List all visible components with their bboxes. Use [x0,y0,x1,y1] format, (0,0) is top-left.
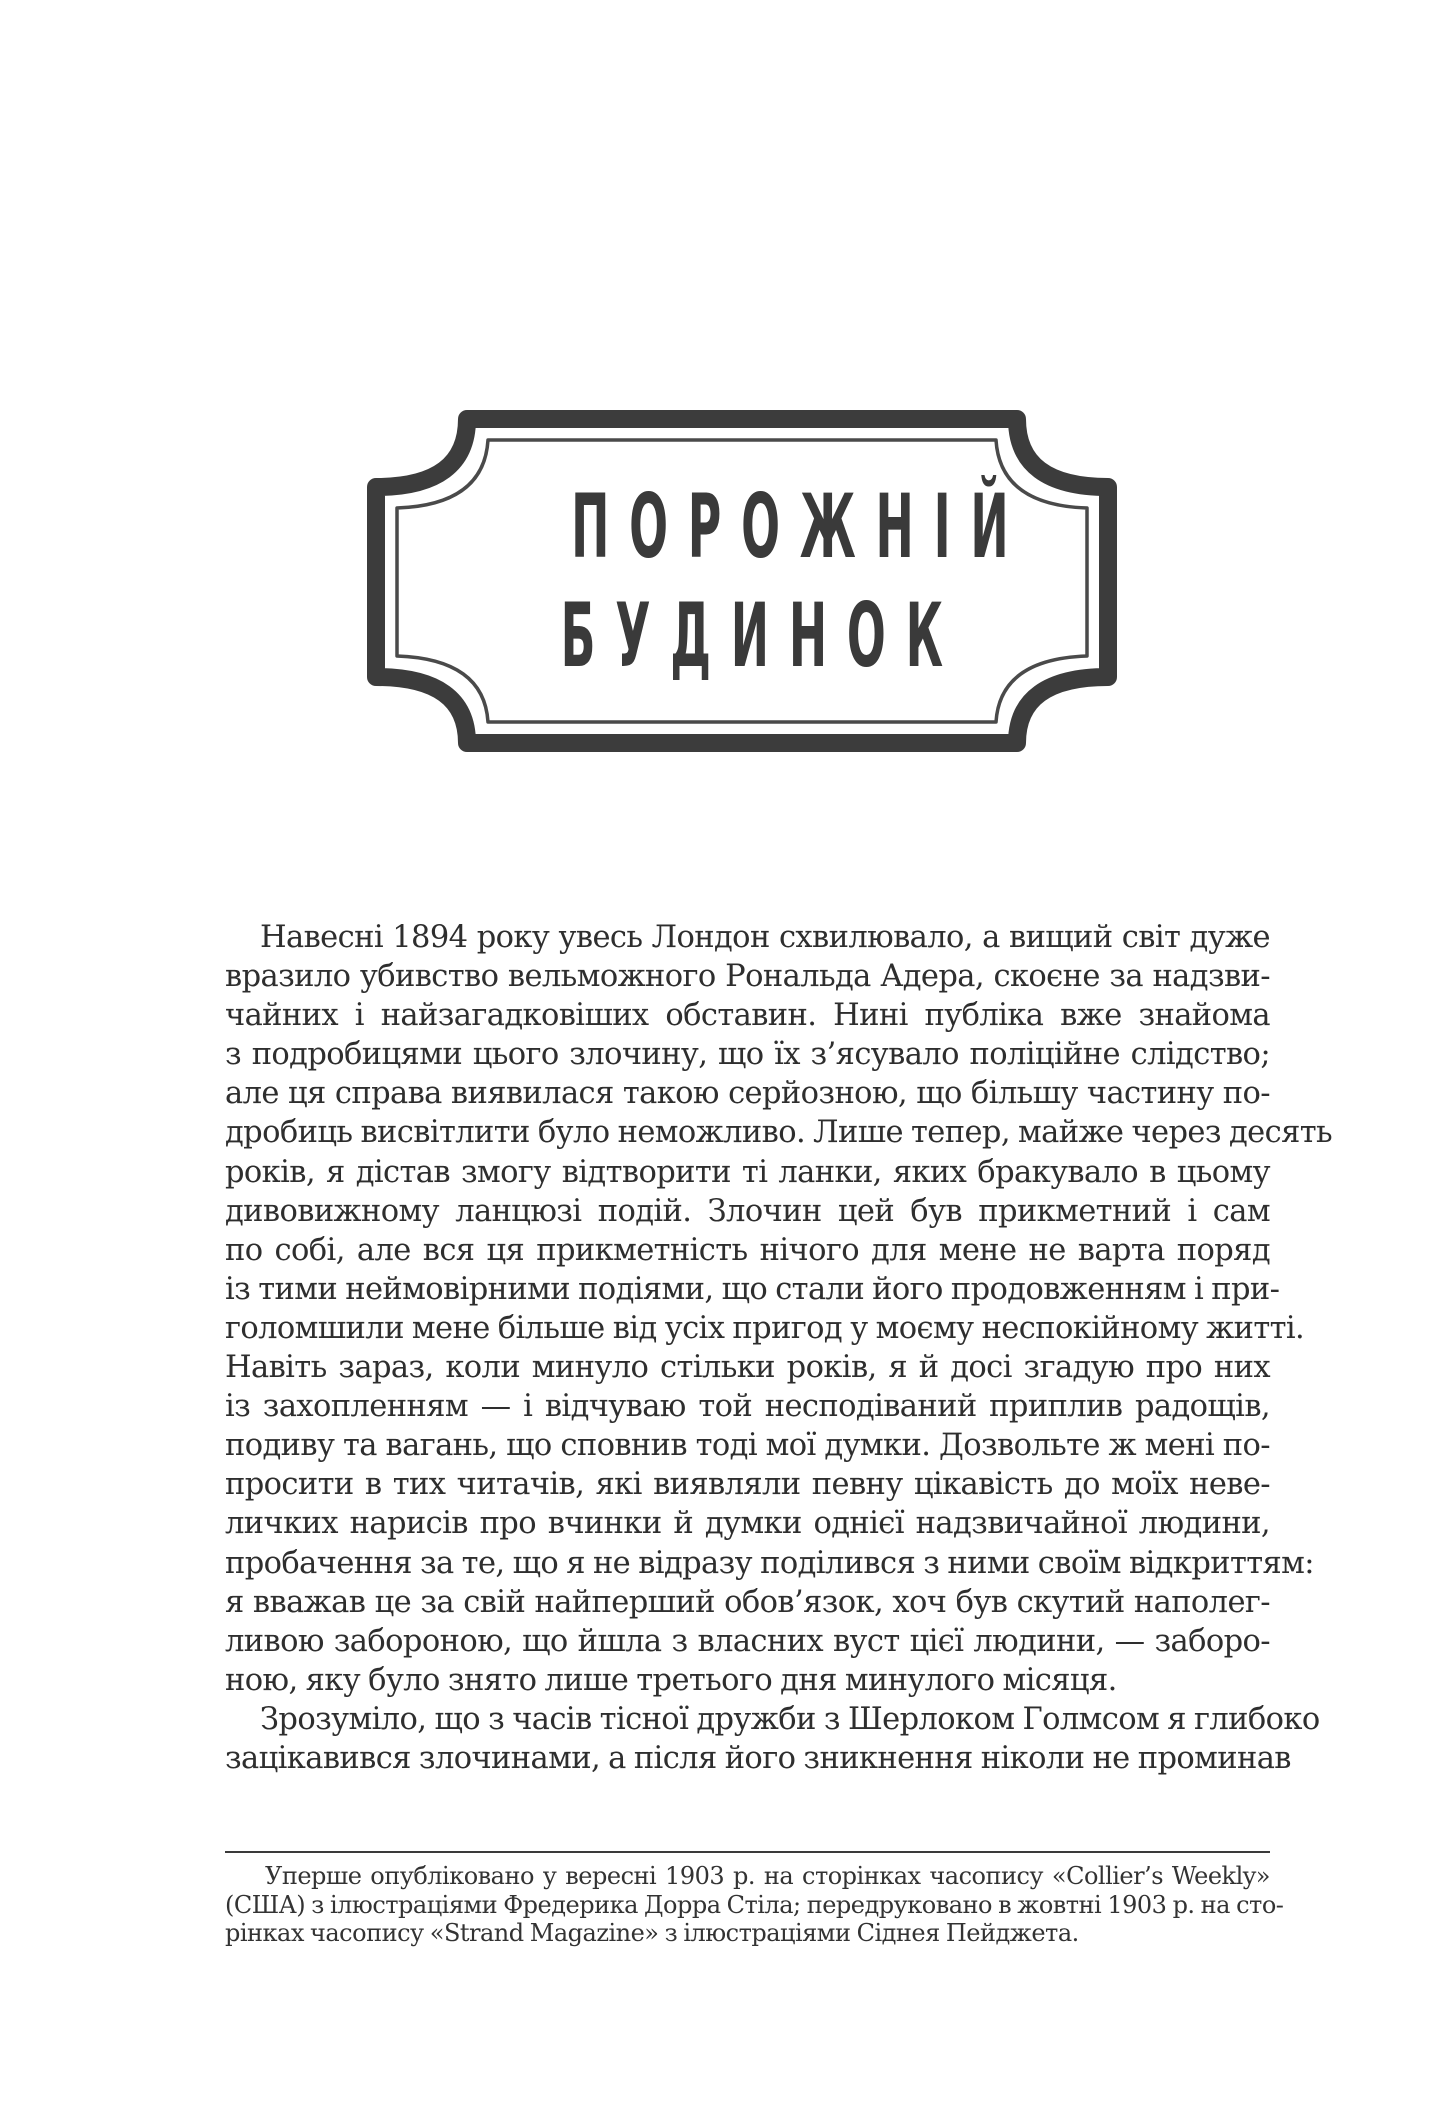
text-line: із захопленням — і відчуваю той несподіваний приплив радощів, [225,1389,1270,1425]
footnote-divider [225,1851,1270,1853]
text-line: пробачення за те, що я не відразу поділився з ними своїм відкриттям: [225,1545,1314,1581]
text-line: зацікавився злочинами, а після його зникнення ніколи не проминав [225,1740,1291,1776]
text-line: я вважав це за свій найперший обов’язок, хоч був скутий наполег- [225,1584,1270,1620]
chapter-title-line-1: ПОРОЖНІЙ [571,475,1029,578]
footnote-line: Уперше опубліковано у вересні 1903 р. на сторінках часопису «Collier’s Weekly» [265,1862,1270,1890]
text-line: по собі, але вся ця прикметність нічого для мене не варта поряд [225,1232,1270,1268]
text-line: із тими неймовірними подіями, що стали його продовженням і при- [225,1271,1280,1307]
text-line: подиву та вагань, що сповнив тоді мої думки. Дозвольте ж мені по- [225,1428,1270,1464]
footnote [225,1862,1284,1948]
text-line: ною, яку було знято лише третього дня минулого місяця. [225,1662,1117,1698]
text-line: личких нарисів про вчинки й думки однієї надзвичайної людини, [225,1506,1270,1542]
text-line: Навесні 1894 року увесь Лондон схвилювало, а вищий світ дуже [260,920,1270,955]
text-line: Зрозуміло, що з часів тісної дружби з Шерлоком Голмсом я глибоко [260,1701,1320,1737]
text-line: років, я дістав змогу відтворити ті ланки, яких бракувало в цьому [225,1154,1270,1190]
text-line: ливою забороною, що йшла з власних вуст цієї людини, — заборо- [225,1623,1270,1659]
text-line: з подробицями цього злочину, що їх з’ясувало поліційне слідство; [225,1037,1270,1073]
text-line: Навіть зараз, коли минуло стільки років, я й досі згадую про них [225,1350,1270,1386]
footnote-line: рінках часопису «Strand Magazine» з ілюстраціями Сіднея Пейджета. [225,1919,1079,1947]
text-line: дивовижному ланцюзі подій. Злочин цей був прикметний і сам [225,1193,1270,1229]
chapter-title-line-2: БУДИНОК [560,584,964,687]
chapter-title-plaque [360,403,1126,759]
text-line: чайних і найзагадковіших обставин. Нині публіка вже знайома [225,998,1270,1034]
ornamental-frame-icon [360,403,1126,759]
text-line: але ця справа виявилася такою серйозною, що більшу частину по- [225,1076,1270,1112]
text-line: просити в тих читачів, які виявляли певну цікавість до моїх неве- [225,1467,1270,1503]
text-line: вразило убивство вельможного Рональда Адера, скоєне за надзви- [225,959,1270,995]
text-line: дробиць висвітлити було неможливо. Лише тепер, майже через десять [225,1115,1333,1151]
text-line: голомшили мене більше від усіх пригод у моєму неспокійному житті. [225,1310,1305,1346]
body-text [225,918,1333,1778]
footnote-line: (США) з ілюстраціями Фредерика Дорра Стіла; передруковано в жовтні 1903 р. на сто- [225,1890,1284,1919]
